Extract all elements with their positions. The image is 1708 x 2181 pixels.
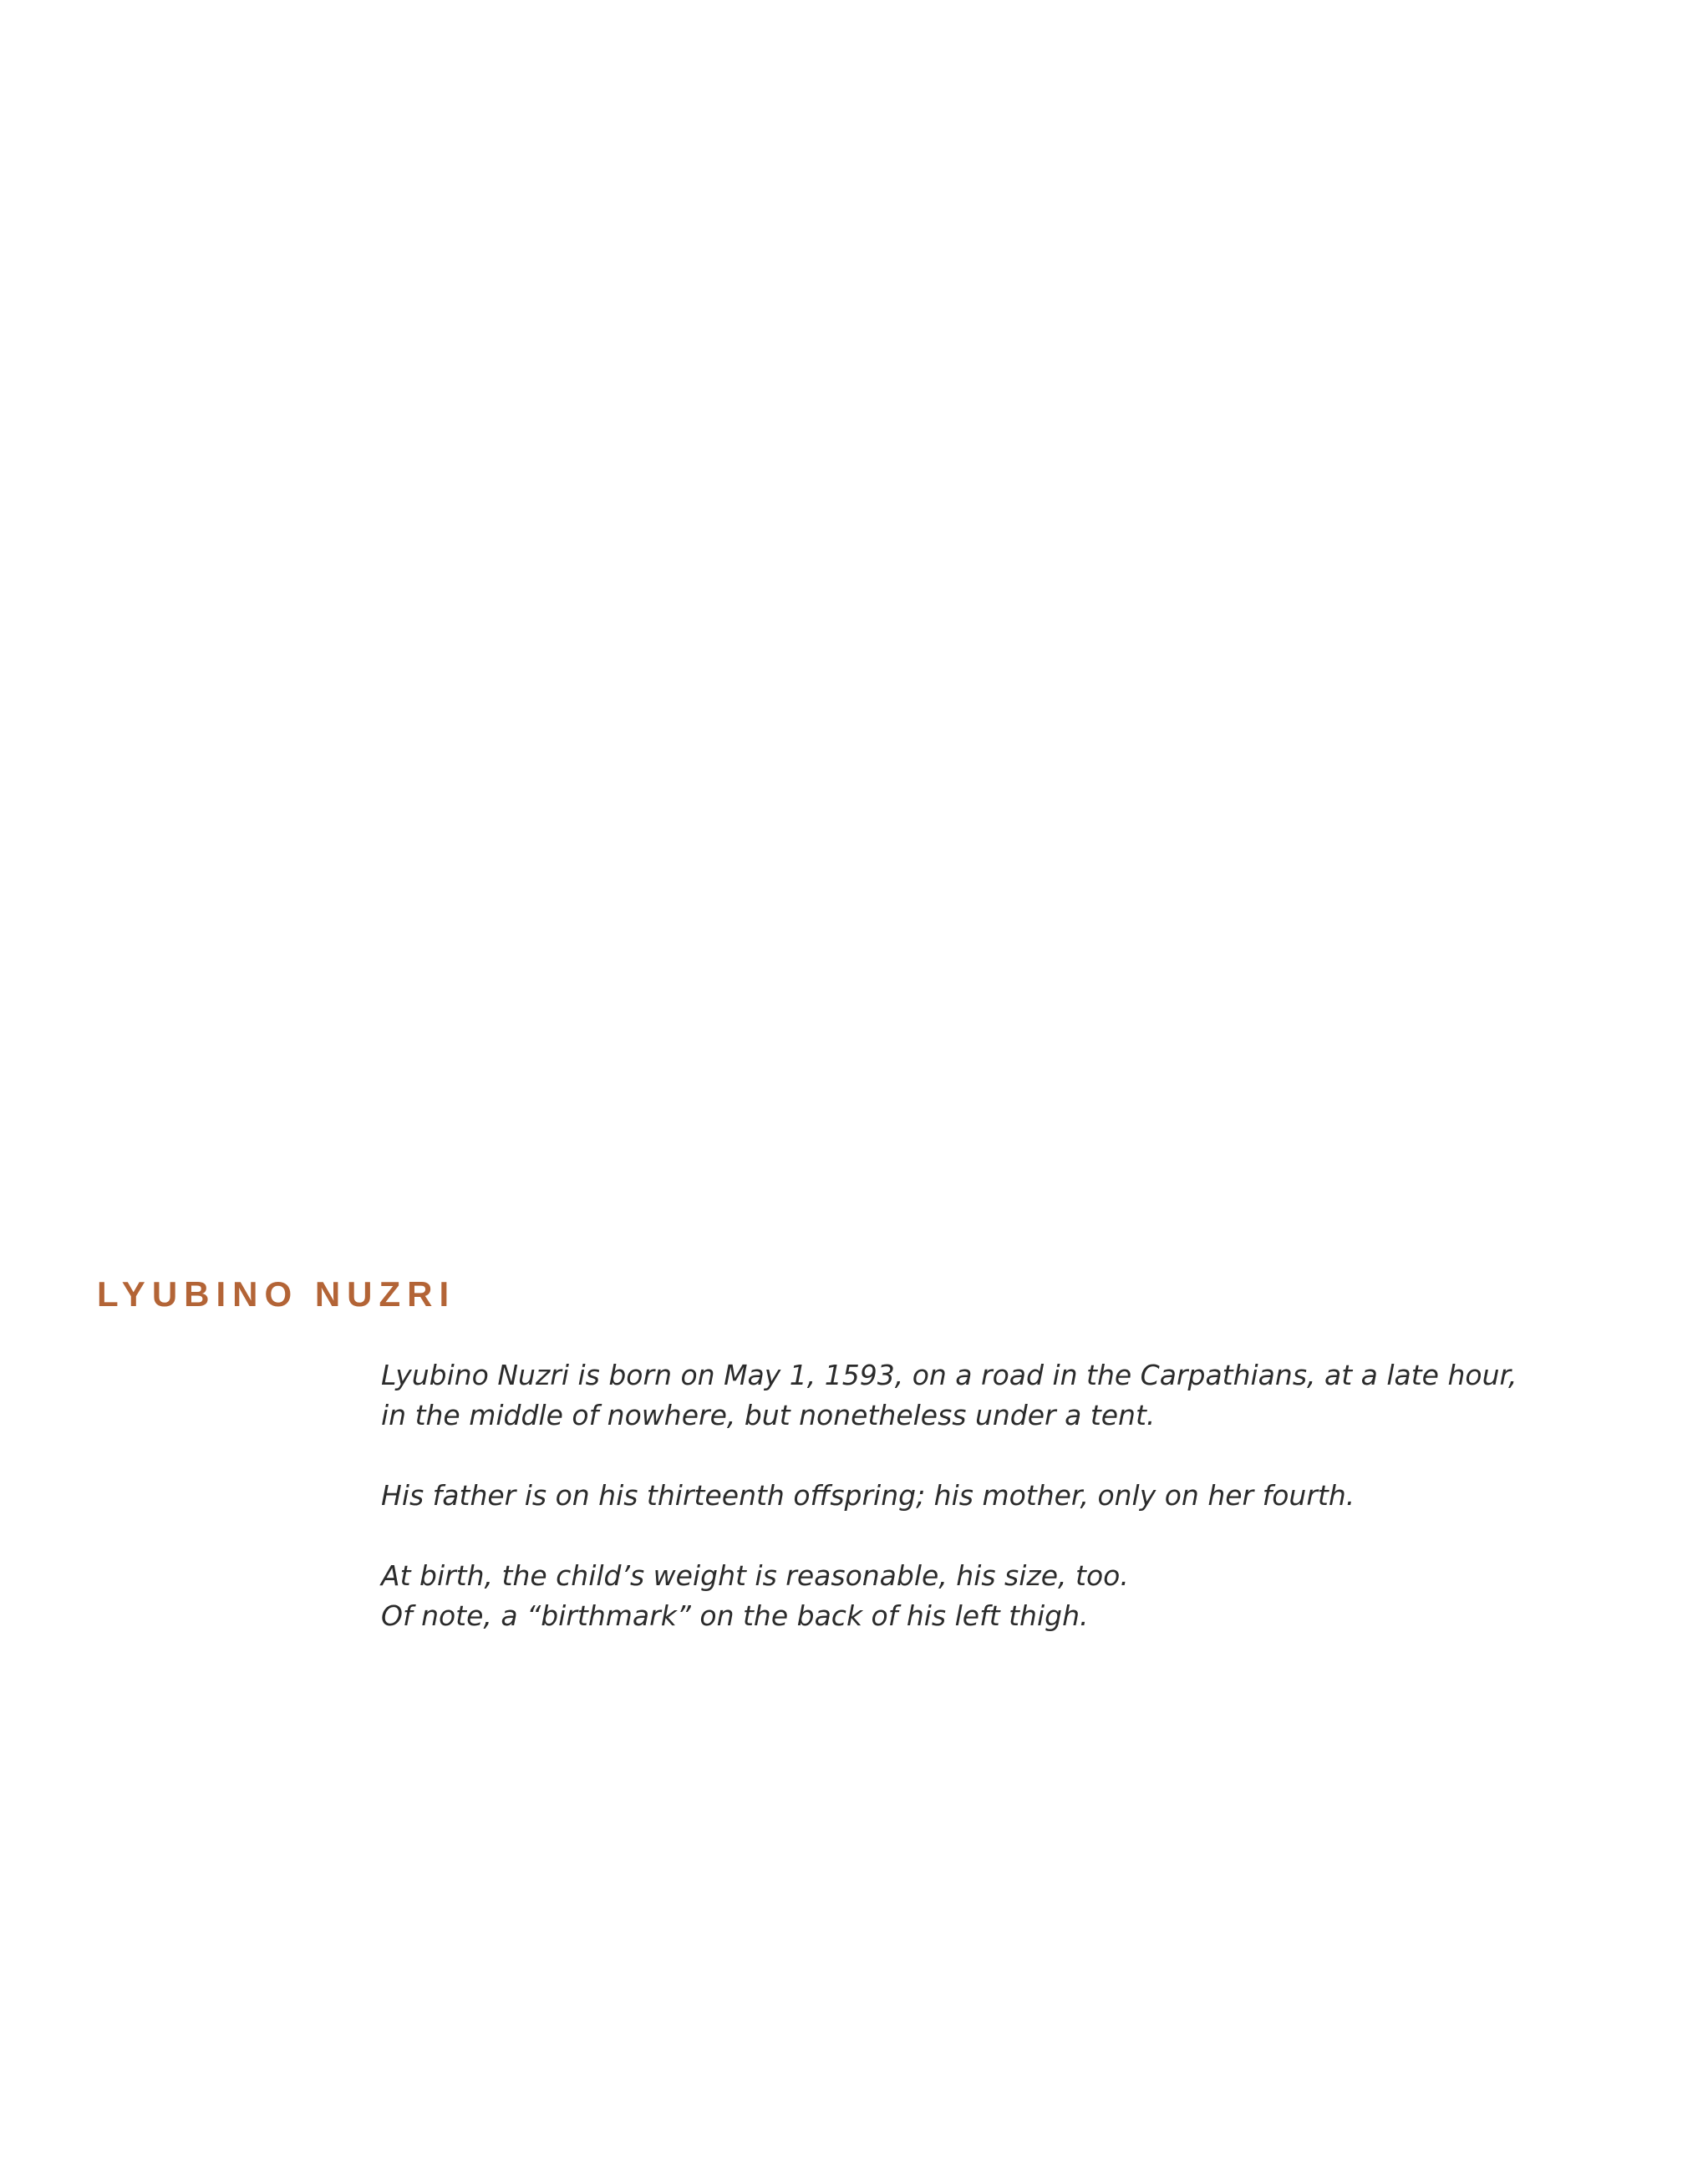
paragraph-parents — [381, 1476, 1484, 1516]
paragraph-birth — [381, 1355, 1517, 1436]
text-line: Of note, a “birthmark” on the back of his left thigh. — [381, 1599, 1089, 1632]
body-text — [381, 1355, 1517, 1636]
section-heading: LYUBINO NUZRI — [97, 1274, 456, 1314]
text-line: His father is on his thirteenth offspring; his mother, only on her fourth. — [381, 1479, 1355, 1512]
text-line: Lyubino Nuzri is born on May 1, 1593, on a road in the Carpathians, at a late hour, — [381, 1359, 1517, 1391]
paragraph-birthmark — [381, 1556, 1484, 1636]
text-line: At birth, the child’s weight is reasonable, his size, too. — [381, 1559, 1129, 1592]
text-line: in the middle of nowhere, but nonetheless under a tent. — [381, 1399, 1156, 1431]
